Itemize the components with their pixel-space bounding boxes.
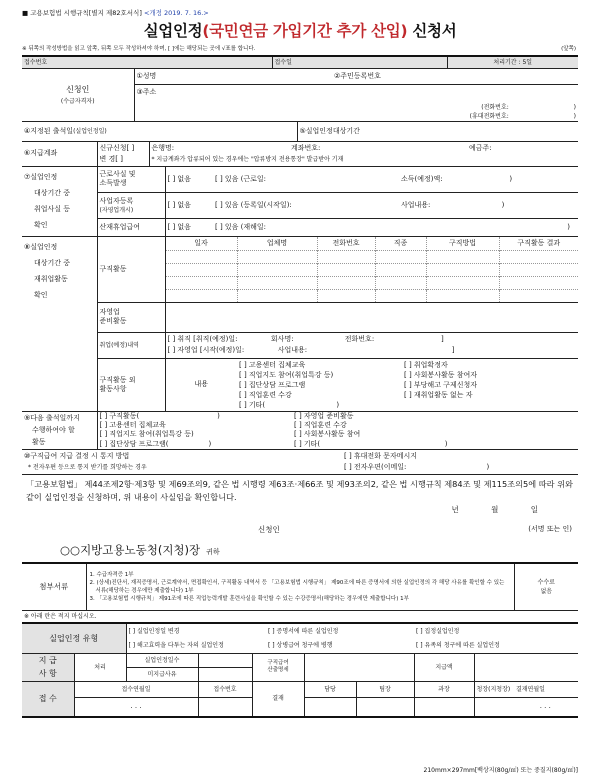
form-header bbox=[22, 8, 578, 18]
next-vocational-training[interactable]: [ ] 직업훈련 수강 bbox=[294, 420, 347, 429]
decision-date-header: 결재연월일 bbox=[515, 685, 545, 693]
approval-staff: 담당 bbox=[304, 681, 356, 697]
non-pay-reason-value[interactable] bbox=[198, 667, 252, 681]
office-suffix: 귀하 bbox=[206, 547, 220, 556]
s8-label-line4: 확인 bbox=[34, 291, 48, 299]
decision-date-value[interactable]: . . . bbox=[474, 697, 578, 717]
bank-name-label: 은행명: bbox=[151, 143, 175, 152]
applicant-signature-label: 신청인 bbox=[258, 524, 280, 534]
other-activity-list bbox=[237, 358, 578, 411]
work-income-label bbox=[97, 167, 165, 193]
industrial-leave-yes-checkbox[interactable]: [ ] 있음 (재해일: bbox=[215, 223, 267, 231]
business-content-field[interactable] bbox=[353, 193, 578, 219]
employ-self-checkbox[interactable]: [ ] 자영업 [시작(예정)일: bbox=[167, 346, 245, 354]
employ-phone-label: 전화번호: bbox=[344, 335, 375, 343]
rrn-field[interactable] bbox=[332, 69, 578, 85]
account-holder-label: 예금주: bbox=[469, 143, 492, 152]
attachment-item-3: 3. 「고용보험법 시행규칙」 제91조에 따른 직업능력개발 훈련사실을 확인할 수 있는 수강증명서(해당하는 경우에만 제출합니다) 1부 bbox=[89, 595, 409, 602]
next-job-search[interactable] bbox=[100, 412, 291, 421]
next-activity-section-label bbox=[22, 412, 97, 450]
recognized-days-value[interactable] bbox=[198, 653, 252, 667]
industrial-leave-none-checkbox[interactable]: [ ] 없음 bbox=[167, 223, 191, 231]
job-row-4-company[interactable] bbox=[237, 289, 317, 302]
receipt-number-cell[interactable] bbox=[22, 56, 272, 68]
employ-job-checkbox[interactable]: [ ] 취직 [취직(예정)일: bbox=[167, 335, 238, 343]
business-content-label: 사업내용: bbox=[401, 201, 431, 209]
other-activity-label-line2: 활동사항 bbox=[99, 384, 127, 393]
business-reg-label-line1: 사업자등록 bbox=[99, 196, 134, 205]
business-content-close: ) bbox=[501, 201, 505, 209]
recipient-office bbox=[60, 542, 220, 558]
notification-sms-checkbox[interactable]: [ ] 휴대전화 문자메시지 bbox=[344, 451, 417, 460]
approval-staff-sign[interactable] bbox=[304, 697, 356, 717]
reemployment-table bbox=[22, 237, 578, 412]
employ-business-label: 사업내용: bbox=[277, 346, 308, 354]
phone-label: (전화번호: bbox=[481, 103, 509, 111]
receipt-number-value[interactable] bbox=[198, 697, 252, 717]
s8-label-line2: 대상기간 중 bbox=[34, 259, 71, 267]
job-row-4-phone[interactable] bbox=[317, 289, 375, 302]
other-activity-label bbox=[97, 358, 165, 411]
job-row-3-phone[interactable] bbox=[317, 276, 375, 289]
notification-table bbox=[22, 450, 578, 475]
work-income-close: ) bbox=[509, 174, 513, 183]
page-side-label: (앞쪽) bbox=[561, 46, 576, 52]
work-income-label-line1: 근로사실 및 bbox=[99, 170, 136, 179]
next-career-guidance[interactable]: [ ] 직업지도 참여(취업특강 등) bbox=[99, 430, 194, 439]
next-group-training[interactable]: [ ] 고용센터 집체교육 bbox=[99, 420, 166, 429]
approval-section-chief-sign[interactable] bbox=[414, 697, 474, 717]
job-row-2-date[interactable] bbox=[165, 263, 237, 276]
next-job-search-label: [ ] 구직활동( bbox=[99, 411, 140, 420]
s8-label-line1: ⑧실업인정 bbox=[24, 243, 58, 251]
job-row-1-occupation[interactable] bbox=[375, 250, 426, 263]
next-self-employ-prep[interactable]: [ ] 자영업 준비활동 bbox=[294, 411, 354, 420]
receipt-number-label: 접수번호 bbox=[24, 58, 48, 66]
activity-other[interactable] bbox=[239, 400, 404, 410]
col-method: 구직방법 bbox=[426, 237, 499, 250]
self-employ-label bbox=[97, 302, 165, 332]
account-note: * 지급계좌가 압류되어 있는 경우에는 "압류방지 전용통장" 발급받아 기재 bbox=[151, 156, 344, 164]
s9-label-line3: 활동 bbox=[32, 438, 46, 447]
account-number-label: 계좌번호: bbox=[291, 143, 321, 152]
pay-amount-label: 지급액 bbox=[414, 653, 474, 681]
attendance-date-field[interactable] bbox=[22, 122, 297, 142]
activity-vocational-training[interactable]: [ ] 직업훈련 수강 bbox=[239, 391, 292, 400]
target-period-field[interactable] bbox=[297, 122, 578, 142]
office-use-notice: ※ 아래 란은 적지 마십시오. bbox=[24, 613, 97, 621]
process-label: 처리 bbox=[74, 653, 126, 681]
pay-amount-value[interactable] bbox=[474, 653, 578, 681]
col-company: 업체명 bbox=[237, 237, 317, 250]
phone-field[interactable] bbox=[134, 103, 578, 122]
next-group-counseling-close: ) bbox=[208, 439, 212, 448]
job-row-1-date[interactable] bbox=[165, 250, 237, 263]
self-employ-label-line1: 자영업 bbox=[99, 308, 120, 316]
s9-label-line2: 수행하여야 할 bbox=[32, 426, 75, 435]
account-holder-field[interactable] bbox=[429, 142, 578, 154]
s8-label-line3: 재취업활동 bbox=[34, 275, 68, 283]
business-reg-label bbox=[97, 193, 165, 219]
benefit-calc-line1: 구직급여 bbox=[267, 660, 289, 667]
applicant-table bbox=[22, 69, 578, 122]
job-row-3-date[interactable] bbox=[165, 276, 237, 289]
fee-label: 수수료 bbox=[537, 578, 555, 586]
next-activity-table bbox=[22, 412, 578, 451]
next-activity-right bbox=[292, 412, 578, 450]
employment-plan-field[interactable] bbox=[165, 332, 578, 358]
applicant-label: 신청인 bbox=[66, 84, 90, 94]
next-volunteer[interactable]: [ ] 사회봉사활동 참여 bbox=[294, 430, 361, 439]
activity-other-close: ) bbox=[336, 401, 340, 410]
job-row-1-phone[interactable] bbox=[317, 250, 375, 263]
s7-label-line1: ⑦실업인정 bbox=[24, 172, 58, 181]
approval-director: 청장(지청장) bbox=[476, 685, 511, 693]
self-employ-field[interactable] bbox=[165, 302, 578, 332]
job-row-2-company[interactable] bbox=[237, 263, 317, 276]
approval-section-chief: 과장 bbox=[414, 681, 474, 697]
type-certificate[interactable]: [ ] 증명서에 따른 실업인정 bbox=[268, 627, 339, 635]
job-row-4-method[interactable] bbox=[426, 289, 499, 302]
target-period-label: ⑤실업인정대상기간 bbox=[299, 126, 360, 135]
business-reg-none-checkbox[interactable]: [ ] 없음 bbox=[167, 201, 191, 209]
employ-line2-close: ] bbox=[451, 346, 455, 354]
job-row-4-occupation[interactable] bbox=[375, 289, 426, 302]
business-reg-label-line2: (자영업개시) bbox=[99, 206, 134, 214]
instructions-row bbox=[22, 44, 578, 55]
attachments-table bbox=[22, 562, 578, 612]
activity-career-guidance[interactable]: [ ] 직업지도 참여(취업특강 등) bbox=[239, 370, 334, 379]
job-row-2-phone[interactable] bbox=[317, 263, 375, 276]
work-income-none-checkbox[interactable]: [ ] 없음 bbox=[167, 174, 191, 183]
revision-date: <개정 2019. 7. 16.> bbox=[143, 9, 209, 17]
benefit-calc-label bbox=[252, 653, 304, 681]
receipt-number-header: 접수번호 bbox=[198, 681, 252, 697]
activity-no-reemployment[interactable]: [ ] 재취업활동 없는 자 bbox=[404, 391, 473, 400]
payment-label-line1: 지 급 bbox=[38, 656, 57, 666]
title-suffix: 신청서 bbox=[407, 22, 457, 40]
rrn-label: ②주민등록번호 bbox=[334, 71, 381, 80]
industrial-leave-close: ) bbox=[567, 223, 570, 231]
activity-group-counseling[interactable]: [ ] 집단상담 프로그램 bbox=[239, 380, 306, 389]
address-label: ③주소 bbox=[136, 88, 157, 96]
receipt-date-label: 접수일 bbox=[274, 58, 292, 66]
type-date-change[interactable]: [ ] 실업인정일 변경 bbox=[128, 627, 180, 635]
legal-declaration: 「고용보험법」 제44조제2항·제3항 및 제69조의9, 같은 법 시행령 제63조·제66조 및 제93조의2, 같은 법 시행규칙 제84조 및 제115조의5에 따라 위와 같이 실업인정을 신청하며, 위 내용이 사실임을 확인합니다. bbox=[26, 478, 573, 502]
job-row-4-date[interactable] bbox=[165, 289, 237, 302]
employ-line1-close: ] bbox=[440, 335, 444, 343]
non-pay-reason-label: 미지급사유 bbox=[126, 667, 198, 681]
notification-method-label: ⑩구직급여 지급 결정 시 통지 방법 bbox=[24, 451, 130, 460]
other-activity-right bbox=[404, 360, 477, 411]
account-section-label: ⑥지급계좌 bbox=[22, 142, 97, 166]
attendance-date-sub: (실업인정일) bbox=[73, 127, 107, 135]
notification-email-field[interactable] bbox=[342, 462, 578, 474]
activity-other-label: [ ] 기타( bbox=[239, 401, 266, 410]
address-field[interactable] bbox=[134, 85, 578, 103]
form-title bbox=[22, 18, 578, 44]
next-group-counseling[interactable] bbox=[100, 440, 291, 449]
attendance-date-label: ④지정된 출석일 bbox=[24, 126, 74, 135]
self-employ-label-line2: 준비활동 bbox=[99, 317, 127, 325]
recognized-days-label: 실업인정일수 bbox=[126, 653, 198, 667]
type-sickness-benefit[interactable]: [ ] 상병급여 청구에 병행 bbox=[268, 641, 333, 649]
approval-team-lead: 팀장 bbox=[356, 681, 414, 697]
job-row-4-result[interactable] bbox=[499, 289, 578, 302]
form-reference: ■ 고용보험법 시행규칙[별지 제82호서식] bbox=[22, 9, 142, 17]
s9-label-line1: ⑨다음 출석일까지 bbox=[24, 414, 80, 423]
next-other-label: [ ] 기타( bbox=[294, 439, 321, 448]
work-income-label-line2: 소득발생 bbox=[99, 179, 127, 188]
approval-header-row bbox=[474, 681, 578, 697]
activity-group-training[interactable]: [ ] 고용센터 집체교육 bbox=[239, 360, 306, 369]
new-account-checkbox[interactable]: 신규신청[ ] bbox=[97, 142, 149, 154]
employ-company-label: 회사명: bbox=[270, 335, 294, 343]
col-date: 일자 bbox=[194, 238, 208, 247]
office-name: ○○지방고용노동청(지청)장 bbox=[60, 542, 201, 557]
employment-fact-section-label bbox=[22, 167, 97, 237]
job-row-2-result[interactable] bbox=[499, 263, 578, 276]
fee-cell bbox=[514, 563, 578, 611]
processing-period: 처리기간 : 5일 bbox=[447, 56, 578, 68]
reemployment-section-label bbox=[22, 237, 97, 411]
notification-email-label: [ ] 전자우편(이메일: bbox=[344, 463, 407, 472]
name-label: ①성명 bbox=[136, 71, 157, 80]
activity-unfair-dismissal[interactable]: [ ] 부당해고 구제신청자 bbox=[404, 380, 477, 389]
office-use-table bbox=[22, 622, 578, 718]
col-occupation: 직종 bbox=[375, 237, 426, 250]
job-row-1-company[interactable] bbox=[237, 250, 317, 263]
job-row-1-result[interactable] bbox=[499, 250, 578, 263]
benefit-calc-value[interactable] bbox=[304, 653, 414, 681]
account-table bbox=[22, 142, 578, 167]
recognition-type-label: 실업인정 유형 bbox=[22, 623, 126, 653]
col-phone: 전화번호 bbox=[317, 237, 375, 250]
next-other-close: ) bbox=[444, 439, 448, 448]
other-activity-label-line1: 구직활동 외 bbox=[99, 375, 136, 384]
work-income-yes-checkbox[interactable]: [ ] 있음 (근로일: bbox=[215, 174, 267, 183]
s7-label-line2: 대상기간 중 bbox=[34, 188, 71, 197]
industrial-leave-label: 산재휴업급여 bbox=[97, 219, 165, 237]
signature-date[interactable]: 년 월 일 bbox=[451, 504, 538, 514]
benefit-calc-line2: 산출명세 bbox=[267, 667, 289, 674]
signature-block bbox=[22, 504, 578, 562]
next-group-counseling-label: [ ] 집단상담 프로그램( bbox=[99, 439, 169, 448]
applicant-section-label bbox=[22, 69, 134, 122]
receipt-date-value[interactable]: . . . bbox=[74, 697, 198, 717]
notification-note: * 전자우편 등으로 통지 받기를 희망하는 경우 bbox=[28, 464, 147, 472]
payment-section-label bbox=[22, 653, 74, 681]
type-group[interactable]: [ ] 집정실업인정 bbox=[416, 627, 460, 635]
paper-spec: 210mm×297mm[백상지(80g/㎡) 또는 중질지(80g/㎡)] bbox=[423, 767, 578, 774]
employment-fact-table bbox=[22, 167, 578, 238]
title-prefix: 실업인정 bbox=[143, 22, 203, 40]
attachments-label: 첨부서류 bbox=[22, 563, 86, 611]
fee-value: 없음 bbox=[540, 587, 553, 595]
job-row-3-method[interactable] bbox=[426, 276, 499, 289]
payment-label-line2: 사 항 bbox=[38, 669, 57, 679]
business-reg-yes-checkbox[interactable]: [ ] 있음 (등록일(시작일): bbox=[215, 201, 292, 209]
attachment-item-2: 2. (상세)진단서, 재직증명서, 근로계약서, 면접확인서, 구직활동 내역서 등 「고용보험법 시행규칙」 제90조에 따른 증명서에 의한 실업인정의 각 해당 사유를 확인할 수 있는 서류(해당하는 경우에만 제출합니다) 1부 bbox=[89, 579, 505, 594]
content-label: 내용 bbox=[165, 358, 237, 411]
type-survivor-claim[interactable]: [ ] 유족의 청구에 따른 실업인정 bbox=[416, 641, 500, 649]
job-row-2-occupation[interactable] bbox=[375, 263, 426, 276]
next-job-search-close: ) bbox=[217, 411, 220, 420]
instructions-notice: ※ 뒤쪽의 작성방법을 읽고 앞쪽, 뒤쪽 모두 작성하셔야 하며, [ ]에는 해당되는 곳에 √표를 합니다. bbox=[22, 46, 256, 52]
phone-close: ) bbox=[573, 103, 576, 111]
activity-employment-confirmed[interactable]: [ ] 취업확정자 bbox=[404, 360, 448, 369]
job-row-1-method[interactable] bbox=[426, 250, 499, 263]
approval-label: 결재 bbox=[252, 681, 304, 717]
s7-label-line4: 확인 bbox=[34, 220, 48, 229]
s7-label-line3: 취업사실 등 bbox=[34, 204, 71, 213]
change-account-checkbox[interactable]: 변 경[ ] bbox=[97, 154, 149, 166]
work-income-amount-label: 소득(예정)액: bbox=[401, 174, 443, 183]
applicant-sublabel: (수급자격자) bbox=[60, 97, 95, 105]
account-number-field[interactable] bbox=[289, 142, 429, 154]
next-other[interactable] bbox=[294, 440, 576, 449]
receipt-section-label: 접 수 bbox=[22, 681, 74, 717]
attachments-list bbox=[86, 563, 514, 611]
activity-volunteer[interactable]: [ ] 사회봉사활동 참여자 bbox=[404, 370, 477, 379]
type-dismissal-dispute[interactable]: [ ] 해고효력을 다투는 자의 실업인정 bbox=[128, 641, 224, 649]
attendance-table bbox=[22, 122, 578, 143]
receipt-table bbox=[22, 55, 578, 69]
mobile-label: (휴대전화번호: bbox=[469, 112, 509, 120]
approval-team-lead-sign[interactable] bbox=[356, 697, 414, 717]
signature-note[interactable]: (서명 또는 인) bbox=[528, 524, 572, 533]
job-row-3-result[interactable] bbox=[499, 276, 578, 289]
mobile-close: ) bbox=[573, 112, 576, 120]
job-search-label: 구직활동 bbox=[97, 237, 165, 302]
employment-plan-label: 취업(예정)내역 bbox=[97, 332, 165, 358]
receipt-date-header: 접수연월일 bbox=[74, 681, 198, 697]
next-activity-left bbox=[97, 412, 292, 450]
receipt-date-cell[interactable] bbox=[272, 56, 447, 68]
name-field[interactable] bbox=[134, 69, 332, 85]
title-highlight: (국민연금 가입기간 추가 산입) bbox=[202, 22, 408, 40]
other-activity-left bbox=[239, 360, 404, 411]
job-row-2-method[interactable] bbox=[426, 263, 499, 276]
work-income-amount-field[interactable] bbox=[353, 167, 578, 193]
bank-name-field[interactable] bbox=[149, 142, 289, 154]
job-row-3-company[interactable] bbox=[237, 276, 317, 289]
col-result: 구직활동 결과 bbox=[499, 237, 578, 250]
job-row-3-occupation[interactable] bbox=[375, 276, 426, 289]
notification-email-close: ) bbox=[486, 463, 490, 472]
attachment-item-1: 1. 수급자격증 1부 bbox=[89, 571, 134, 578]
